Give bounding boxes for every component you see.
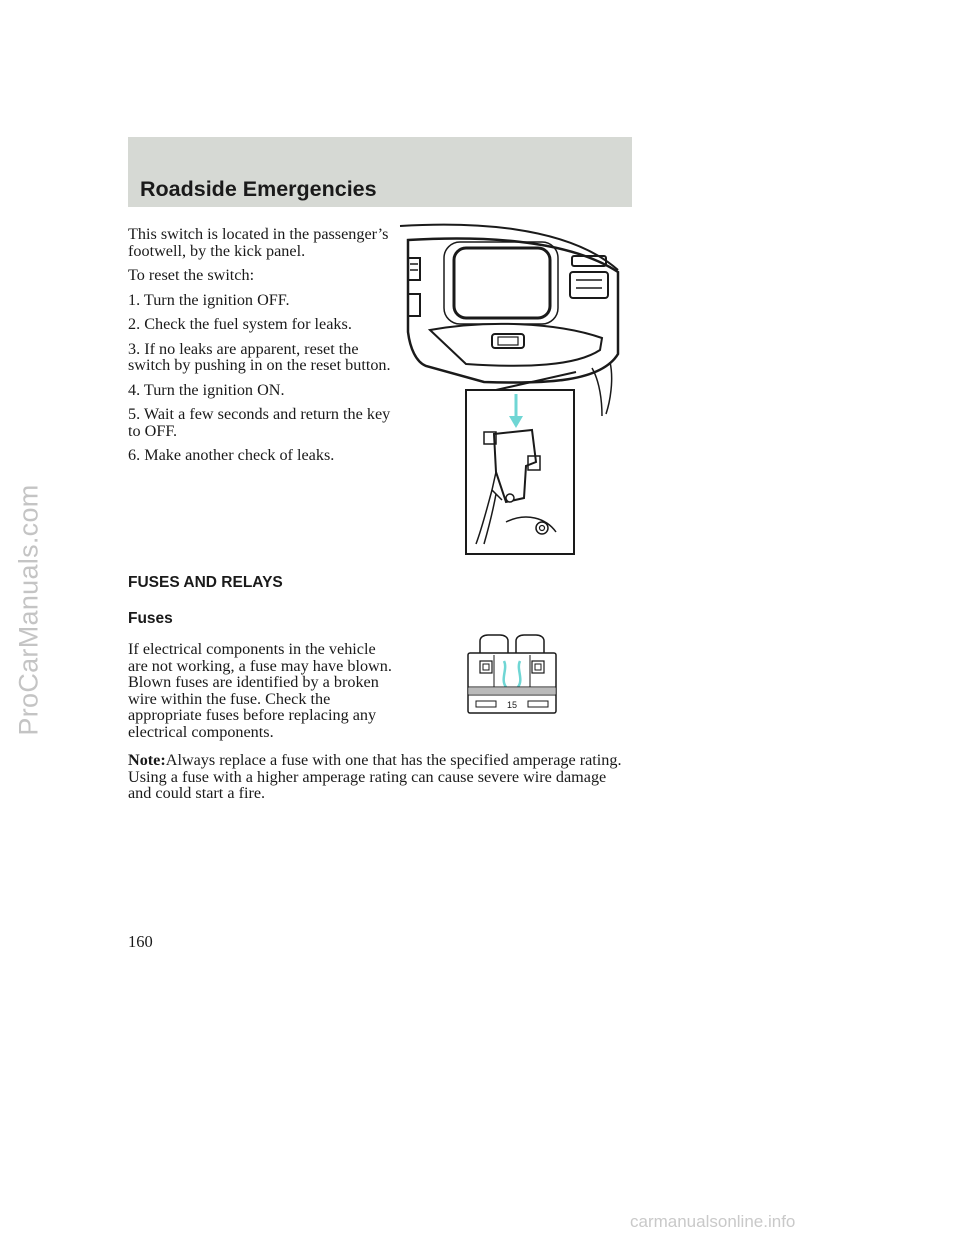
step-4: 4. Turn the ignition ON. (128, 380, 285, 399)
step-2: 2. Check the fuel system for leaks. (128, 315, 352, 333)
step-5: 5. Wait a few seconds and return the key to OFF. (128, 405, 391, 440)
note-paragraph (128, 752, 628, 802)
fuses-subheading: Fuses (128, 610, 173, 627)
footer-watermark: carmanualsonline.info (630, 1212, 796, 1231)
fuses-body (128, 641, 393, 740)
side-watermark-text: ProCarManuals.com (13, 484, 44, 736)
step-6: 6. Make another check of leaks. (128, 446, 335, 464)
step-1: 1. Turn the ignition OFF. (128, 290, 290, 309)
fuses-paragraph: If electrical components in the vehicle are not working, a fuse may have blown. Blown fuses are identified by a broken wire within the fuse. Check the appropriate fuses before replacing any electrical components. (128, 640, 392, 741)
note-text: Always replace a fuse with one that has the specified amperage rating. Using a fuse with a higher amperage rating can cause severe wire damage and could start a fire. (128, 751, 622, 802)
reset-intro: To reset the switch: (128, 266, 255, 284)
note-block (128, 752, 628, 802)
section-title: Roadside Emergencies (140, 177, 377, 201)
fuse-rating-label: 15 (506, 700, 518, 710)
blade-fuse-illustration (464, 633, 560, 715)
fuses-and-relays-heading: FUSES AND RELAYS (128, 574, 283, 591)
switch-instructions (128, 226, 393, 464)
inertia-switch-illustration (396, 222, 632, 556)
side-watermark (4, 460, 54, 760)
step-3: 3. If no leaks are apparent, reset the switch by pushing in on the reset button. (128, 339, 391, 374)
note-label: Note: (128, 751, 166, 769)
page-number: 160 (128, 932, 153, 951)
switch-location-paragraph: This switch is located in the passenger’s footwell, by the kick panel. (128, 225, 389, 260)
